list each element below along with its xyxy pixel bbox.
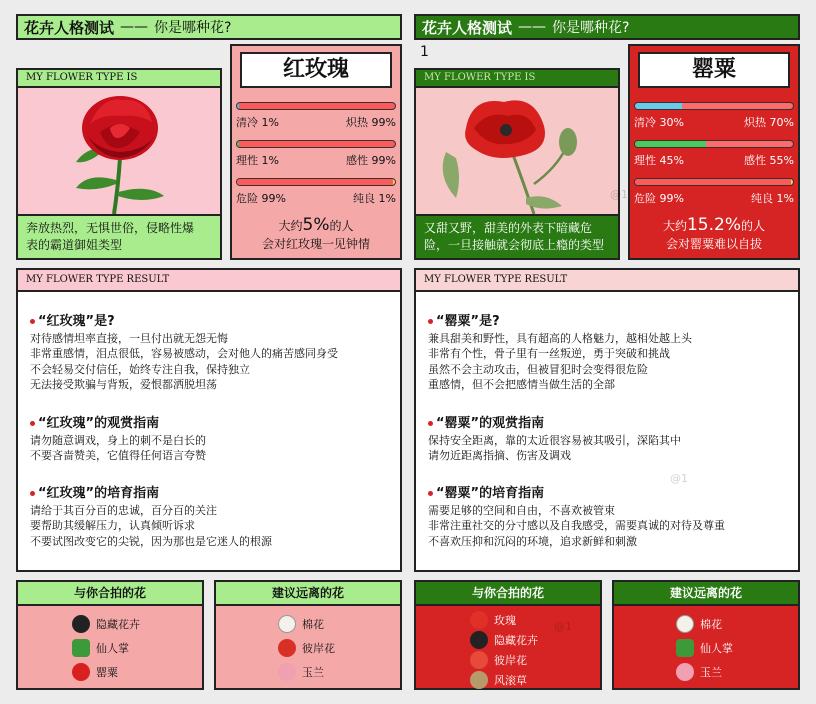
- stat-a-pct: 99%: [659, 192, 684, 205]
- stat-danger-pure: [236, 178, 396, 206]
- stat-a: 清冷: [236, 116, 258, 129]
- stat-bar: [236, 178, 396, 186]
- stat-rational-emotional: [236, 140, 396, 168]
- right-card: [414, 0, 800, 704]
- stat-b-pct: 1%: [378, 192, 396, 205]
- bullet-icon: [428, 491, 433, 496]
- rose-icon: [18, 88, 220, 214]
- flower-label: 罂粟: [96, 666, 118, 679]
- pct-post: 的人: [741, 219, 766, 233]
- flower-label: 彼岸花: [302, 642, 335, 655]
- bullet-icon: [428, 319, 433, 324]
- flower-label: 玉兰: [302, 666, 324, 679]
- stat-bar-fill: [237, 141, 239, 147]
- header-subtitle: 你是哪种花?: [552, 20, 630, 36]
- list-item: [676, 660, 733, 684]
- section-title: “红玫瑰”是?: [38, 314, 115, 329]
- result-box: [414, 268, 800, 572]
- section-care-guide: [428, 482, 725, 549]
- bullet-icon: [428, 421, 433, 426]
- stat-bar: [634, 140, 794, 148]
- flower-label: 隐藏花卉: [494, 634, 538, 647]
- rose-icon: [470, 611, 488, 629]
- page-number: 1: [420, 44, 429, 60]
- flower-label: 玫瑰: [494, 614, 516, 627]
- header-dash: ——: [120, 19, 149, 35]
- stat-a: 理性: [634, 154, 656, 167]
- poppy-icon: [72, 663, 90, 681]
- match-title: 与你合拍的花: [416, 582, 600, 606]
- stat-bar-fill: [635, 103, 682, 109]
- pct-line2: 会对罂粟难以自拔: [665, 237, 762, 251]
- stat-b: 炽热: [744, 116, 767, 129]
- hidden-flower-icon: [72, 615, 90, 633]
- flower-name: 罂粟: [638, 52, 790, 88]
- bullet-icon: [30, 421, 35, 426]
- flower-name: 红玫瑰: [240, 52, 392, 88]
- pct-value: 5%: [302, 215, 330, 235]
- card-header: [414, 14, 800, 40]
- section-view-guide: [428, 412, 681, 464]
- description-line: 表的霸道御姐类型: [26, 238, 123, 252]
- card-header: [16, 14, 402, 40]
- percentage-text: [232, 216, 400, 253]
- flower-label: 玉兰: [700, 666, 722, 679]
- section-line: 不喜欢压抑和沉闷的环境，追求新鲜和刺激: [428, 534, 637, 548]
- list-item: [676, 612, 733, 636]
- flower-description: [416, 214, 618, 258]
- result-label: MY FLOWER TYPE RESULT: [18, 270, 400, 292]
- watermark: @1: [670, 472, 688, 485]
- section-line: 要帮助其缓解压力，认真倾听诉求: [30, 519, 195, 533]
- list-item: [676, 636, 733, 660]
- flower-image-box: [16, 68, 222, 260]
- flower-label: 彼岸花: [494, 654, 527, 667]
- list-item: [72, 660, 140, 684]
- stat-b-pct: 99%: [371, 154, 396, 167]
- list-item: [470, 650, 538, 670]
- hidden-flower-icon: [470, 631, 488, 649]
- stat-b: 感性: [744, 154, 767, 167]
- bullet-icon: [30, 491, 35, 496]
- result-box: [16, 268, 402, 572]
- section-line: 非常重感情，泪点很低，容易被感动，会对他人的痛苦感同身受: [30, 347, 338, 361]
- description-line: 奔放热烈，无惧世俗，侵略性爆: [26, 221, 195, 235]
- section-line: 重感情，但不会把感情当做生活的全部: [428, 378, 615, 392]
- flower-label: 仙人掌: [700, 642, 733, 655]
- section-line: 非常有个性，骨子里有一丝叛逆，勇于突破和挑战: [428, 347, 670, 361]
- match-title: 与你合拍的花: [18, 582, 202, 606]
- section-care-guide: [30, 482, 272, 549]
- list-item: [470, 670, 538, 690]
- stat-bar: [236, 140, 396, 148]
- magnolia-icon: [278, 663, 296, 681]
- description-line: 险，一旦接触就会彻底上瘾的类型: [424, 238, 605, 252]
- section-line: 请勿随意调戏，身上的刺不是白长的: [30, 434, 206, 447]
- section-what: [428, 310, 692, 393]
- my-type-label: MY FLOWER TYPE IS: [416, 70, 618, 88]
- list-item: [470, 610, 538, 630]
- list-item: [470, 630, 538, 650]
- stat-bar: [634, 102, 794, 110]
- header-title: 花卉人格测试: [422, 18, 513, 37]
- cactus-icon: [72, 639, 90, 657]
- stat-b-pct: 55%: [769, 154, 794, 167]
- poppy-icon: [416, 88, 618, 214]
- section-line: 不要试图改变它的尖锐，因为那也是它迷人的根源: [30, 534, 272, 548]
- flower-label: 棉花: [700, 618, 722, 631]
- stat-bar-fill: [237, 103, 239, 109]
- stat-b-pct: 1%: [776, 192, 794, 205]
- section-line: 需要足够的空间和自由，不喜欢被管束: [428, 504, 615, 517]
- spider-lily-icon: [278, 639, 296, 657]
- header-subtitle: 你是哪种花?: [154, 20, 232, 36]
- stat-a: 危险: [236, 192, 258, 205]
- stat-a-pct: 45%: [659, 154, 684, 167]
- stat-a: 清冷: [634, 116, 656, 129]
- stat-b: 纯良: [353, 192, 376, 205]
- section-line: 虽然不会主动攻击，但被冒犯时会变得很危险: [428, 362, 648, 376]
- list-item: [72, 636, 140, 660]
- section-line: 不会轻易交付信任，始终专注自我，保持独立: [30, 362, 250, 376]
- rose-illustration: [18, 88, 220, 214]
- description-line: 又甜又野，甜美的外表下暗藏危: [424, 221, 593, 235]
- section-line: 不要吝啬赞美，它值得任何语言夸赞: [30, 449, 206, 463]
- section-line: 对待感情坦率直接，一旦付出就无怨无悔: [30, 332, 228, 345]
- match-box: [414, 580, 602, 690]
- stat-a-pct: 1%: [261, 154, 279, 167]
- avoid-title: 建议远离的花: [614, 582, 798, 606]
- spider-lily-icon: [470, 651, 488, 669]
- flower-label: 棉花: [302, 618, 324, 631]
- section-title: “罂粟”的培育指南: [436, 486, 545, 501]
- my-type-label: MY FLOWER TYPE IS: [18, 70, 220, 88]
- watermark: @1: [554, 620, 572, 633]
- section-what: [30, 310, 338, 393]
- section-line: 保持安全距离，靠的太近很容易被其吸引，深陷其中: [428, 434, 681, 447]
- left-card: [16, 0, 402, 704]
- list-item: [278, 612, 335, 636]
- section-title: “红玫瑰”的观赏指南: [38, 416, 160, 431]
- flower-label: 风滚草: [494, 674, 527, 687]
- stats-box: [230, 44, 402, 260]
- stat-cold-hot: [634, 102, 794, 130]
- flower-image-box: [414, 68, 620, 260]
- stat-bar-fill: [635, 179, 791, 185]
- stat-a-pct: 99%: [261, 192, 286, 205]
- pct-pre: 大约: [662, 219, 687, 233]
- section-line: 无法接受欺骗与背叛，爱恨都洒脱坦荡: [30, 378, 217, 392]
- stats-box: [628, 44, 800, 260]
- section-line: 非常注重社交的分寸感以及自我感受，需要真诚的对待及尊重: [428, 519, 725, 533]
- stat-b: 感性: [346, 154, 369, 167]
- stat-a: 理性: [236, 154, 258, 167]
- flower-label: 隐藏花卉: [96, 618, 140, 631]
- section-title: “罂粟”的观赏指南: [436, 416, 545, 431]
- stat-danger-pure: [634, 178, 794, 206]
- stat-bar-fill: [237, 179, 393, 185]
- cotton-icon: [676, 615, 694, 633]
- section-view-guide: [30, 412, 206, 464]
- stat-b: 纯良: [751, 192, 774, 205]
- stat-bar-fill: [635, 141, 706, 147]
- header-dash: ——: [518, 19, 547, 35]
- pct-post: 的人: [329, 219, 354, 233]
- avoid-box: [612, 580, 800, 690]
- match-box: [16, 580, 204, 690]
- section-line: 兼具甜美和野性，具有超高的人格魅力，越相处越上头: [428, 332, 692, 345]
- cactus-icon: [676, 639, 694, 657]
- tumbleweed-icon: [470, 671, 488, 689]
- list-item: [72, 612, 140, 636]
- header-title: 花卉人格测试: [24, 18, 115, 37]
- stat-b: 炽热: [346, 116, 369, 129]
- stat-cold-hot: [236, 102, 396, 130]
- pct-value: 15.2%: [686, 215, 741, 235]
- section-line: 请勿近距离指摘、伤害及调戏: [428, 449, 571, 463]
- pct-line2: 会对红玫瑰一见钟情: [261, 237, 370, 251]
- section-title: “罂粟”是?: [436, 314, 500, 329]
- watermark: @1: [610, 188, 628, 201]
- stat-b-pct: 99%: [371, 116, 396, 129]
- flower-label: 仙人掌: [96, 642, 129, 655]
- stat-a-pct: 1%: [261, 116, 279, 129]
- list-item: [278, 660, 335, 684]
- stat-a-pct: 30%: [659, 116, 684, 129]
- stat-rational-emotional: [634, 140, 794, 168]
- pct-pre: 大约: [278, 219, 303, 233]
- section-title: “红玫瑰”的培育指南: [38, 486, 160, 501]
- list-item: [278, 636, 335, 660]
- avoid-box: [214, 580, 402, 690]
- bullet-icon: [30, 319, 35, 324]
- cotton-icon: [278, 615, 296, 633]
- stat-bar: [634, 178, 794, 186]
- flower-description: [18, 214, 220, 258]
- poppy-illustration: [416, 88, 618, 214]
- section-line: 请给于其百分百的忠诚，百分百的关注: [30, 504, 217, 517]
- stat-bar: [236, 102, 396, 110]
- percentage-text: [630, 216, 798, 253]
- avoid-title: 建议远离的花: [216, 582, 400, 606]
- stat-b-pct: 70%: [769, 116, 794, 129]
- magnolia-icon: [676, 663, 694, 681]
- stat-a: 危险: [634, 192, 656, 205]
- result-label: MY FLOWER TYPE RESULT: [416, 270, 798, 292]
